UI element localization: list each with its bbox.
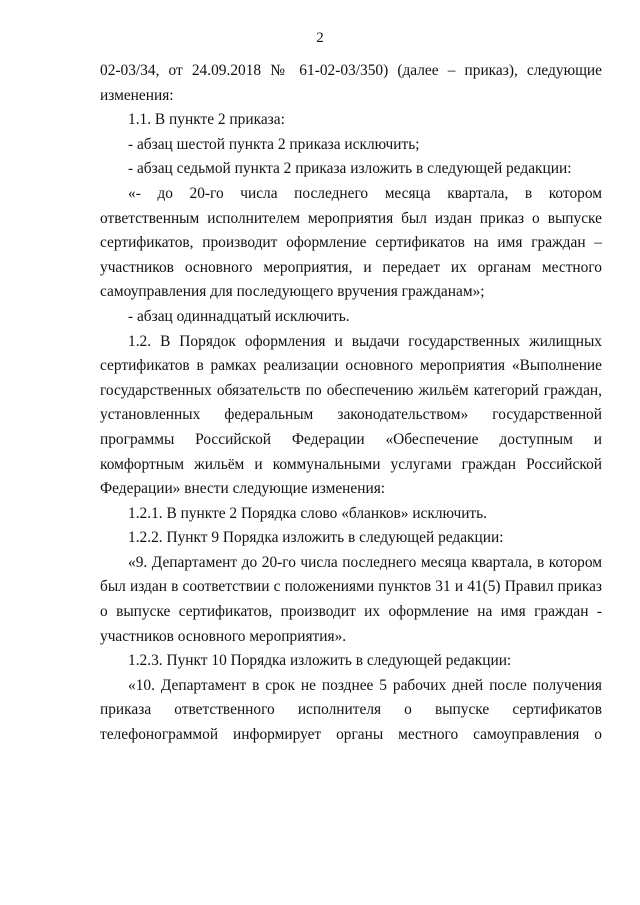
paragraph-1-2-3: 1.2.3. Пункт 10 Порядка изложить в следующей редакции: bbox=[128, 652, 512, 670]
document-body bbox=[100, 59, 602, 748]
paragraph-1-2-2: 1.2.2. Пункт 9 Порядка изложить в следующей редакции: bbox=[128, 529, 504, 547]
paragraph-1-1-item-a: - абзац шестой пункта 2 приказа исключить; bbox=[128, 135, 420, 153]
paragraph-1-1-quote: «- до 20-го числа последнего месяца квартала, в котором ответственным исполнителем мероприятия был издан приказ о выпуске сертификатов, производит оформление сертификатов на имя граждан – участников основного мероприятия, и передает их органам местного самоуправления для последующего вручения гражданам»; bbox=[100, 184, 602, 301]
paragraph-1-1-item-c: - абзац одиннадцатый исключить. bbox=[128, 307, 350, 325]
paragraph-1-2-1: 1.2.1. В пункте 2 Порядка слово «бланков» исключить. bbox=[128, 504, 488, 522]
paragraph-1-1: 1.1. В пункте 2 приказа: bbox=[128, 111, 285, 129]
paragraph-1-2-3-quote: «10. Департамент в срок не позднее 5 рабочих дней после получения приказа ответственного исполнителя о выпуске сертификатов телефонограммой информирует органы местного самоуправления о bbox=[100, 676, 602, 744]
paragraph-1-2: 1.2. В Порядок оформления и выдачи государственных жилищных сертификатов в рамках реализации основного мероприятия «Выполнение государственных обязательств по обеспечению жильём категорий граждан, установленных федеральным законодательством» государственной программы Российской Федерации «Обеспечение доступным и комфортным жильём и коммунальными услугами граждан Российской Федерации» внести следующие изменения: bbox=[100, 332, 602, 498]
paragraph-1-2-2-quote: «9. Департамент до 20-го числа последнего месяца квартала, в котором был издан в соответствии с положениями пунктов 31 и 41(5) Правил приказ о выпуске сертификатов, производит их оформление на имя граждан - участников основного мероприятия». bbox=[100, 553, 602, 645]
paragraph-continuation: 02-03/34, от 24.09.2018 № 61-02-03/350) (далее – приказ), следующие изменения: bbox=[100, 62, 602, 104]
page-number: 2 bbox=[316, 30, 324, 46]
paragraph-1-1-item-b: - абзац седьмой пункта 2 приказа изложить в следующей редакции: bbox=[128, 160, 572, 178]
